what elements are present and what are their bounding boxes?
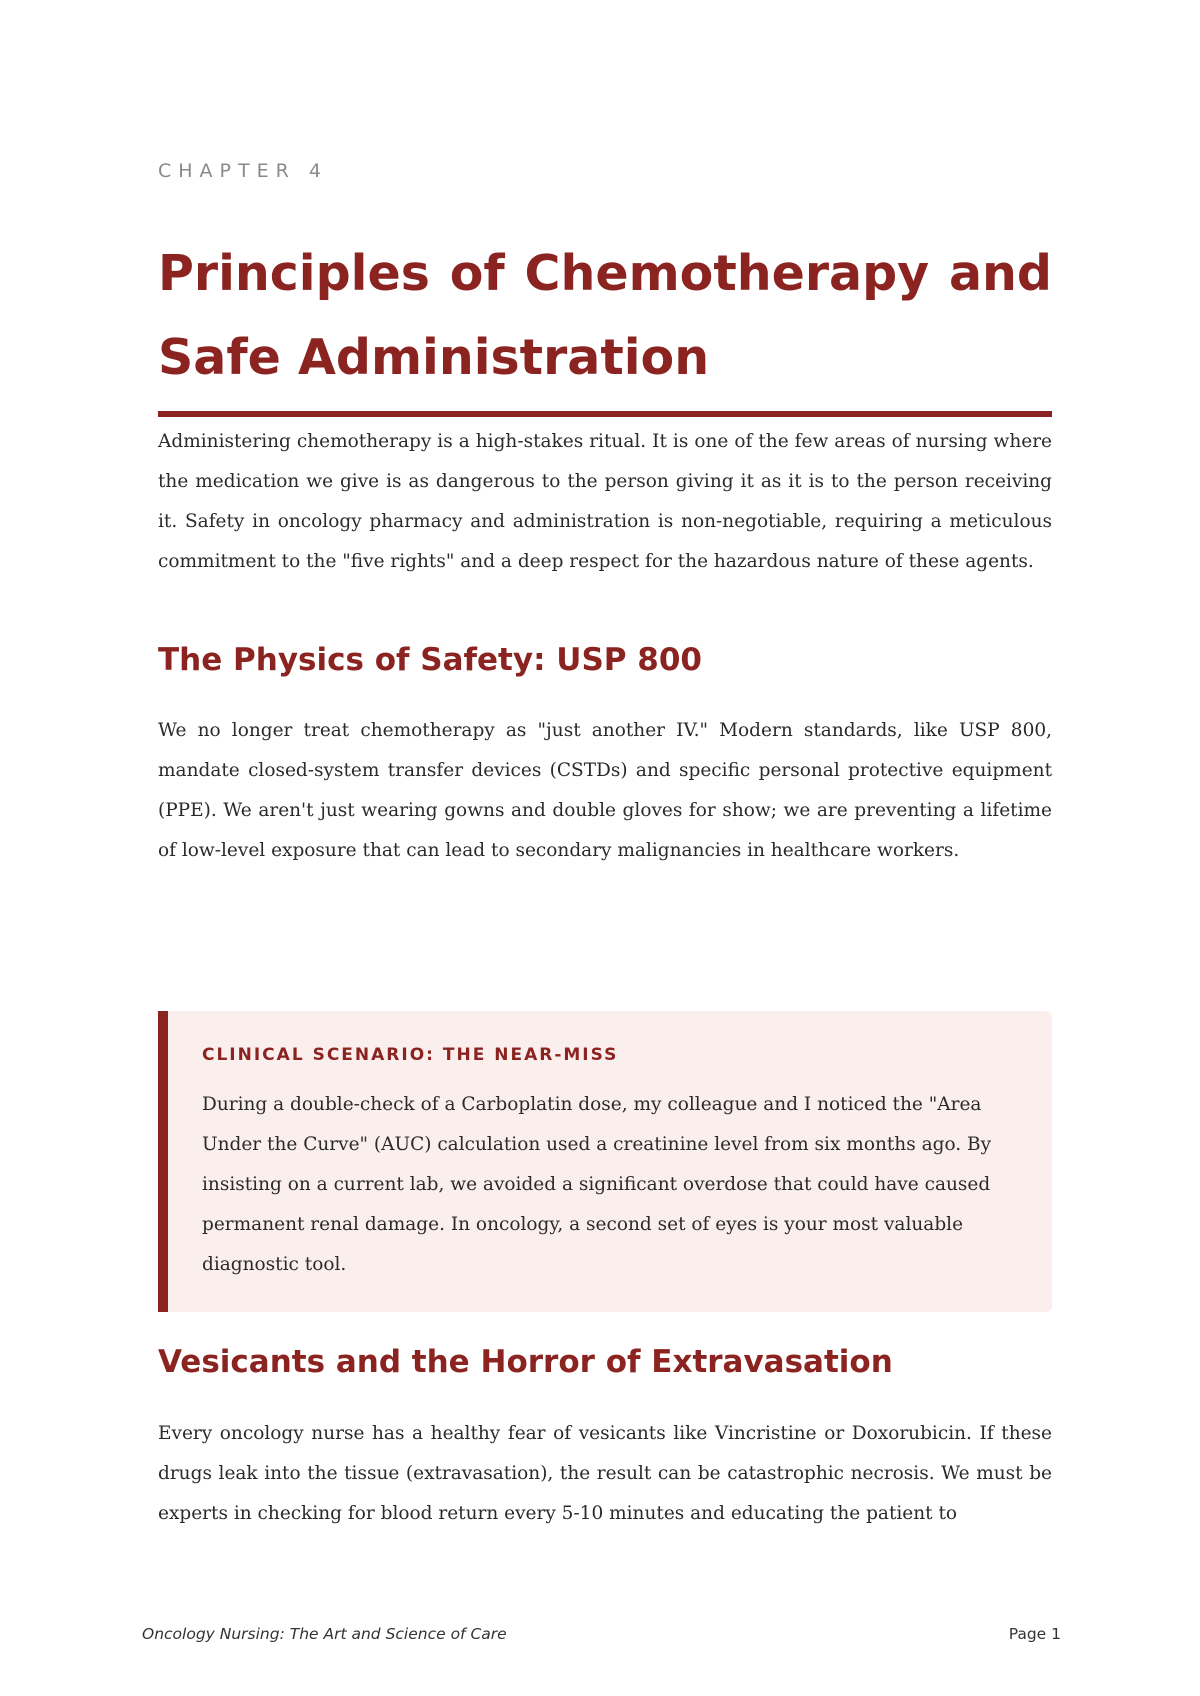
chapter-title: Principles of Chemotherapy and Safe Administration — [158, 245, 1052, 386]
footer-book-title: Oncology Nursing: The Art and Science of Care — [142, 1625, 507, 1643]
callout-title: CLINICAL SCENARIO: THE NEAR-MISS — [202, 1045, 619, 1065]
title-divider — [158, 411, 1052, 417]
footer-page-number: Page 1 — [1008, 1625, 1061, 1643]
callout-body: During a double-check of a Carboplatin dose, my colleague and I noticed the "Area Under the Curve" (AUC) calculation used a creatinine level from six months ago. By insisting on a current lab, we avoided a significant overdose that could have caused permanent renal damage. In oncology, a second set of eyes is your most valuable diagnostic tool. — [202, 1094, 992, 1275]
intro-paragraph: Administering chemotherapy is a high-stakes ritual. It is one of the few areas of nursing where the medication we give is as dangerous to the person giving it as it is to the person receiving it. Safety in oncology pharmacy and administration is non-negotiable, requiring a meticulous commitment to the "five rights" and a deep respect for the hazardous nature of these agents. — [158, 431, 1052, 572]
section-body-usp800: We no longer treat chemotherapy as "just another IV." Modern standards, like USP 800, mandate closed-system transfer devices (CSTDs) and specific personal protective equipment (PPE). We aren't just wearing gowns and double gloves for show; we are preventing a lifetime of low-level exposure that can lead to secondary malignancies in healthcare workers. — [158, 720, 1052, 861]
clinical-scenario-callout — [158, 1011, 1052, 1312]
chapter-label: CHAPTER 4 — [158, 160, 328, 182]
section-heading-vesicants: Vesicants and the Horror of Extravasation — [158, 1344, 893, 1380]
section-heading-usp800: The Physics of Safety: USP 800 — [158, 642, 702, 678]
section-body-vesicants: Every oncology nurse has a healthy fear of vesicants like Vincristine or Doxorubicin. If these drugs leak into the tissue (extravasation), the result can be catastrophic necrosis. We must be experts in checking for blood return every 5-10 minutes and educating the patient to — [158, 1423, 1052, 1524]
